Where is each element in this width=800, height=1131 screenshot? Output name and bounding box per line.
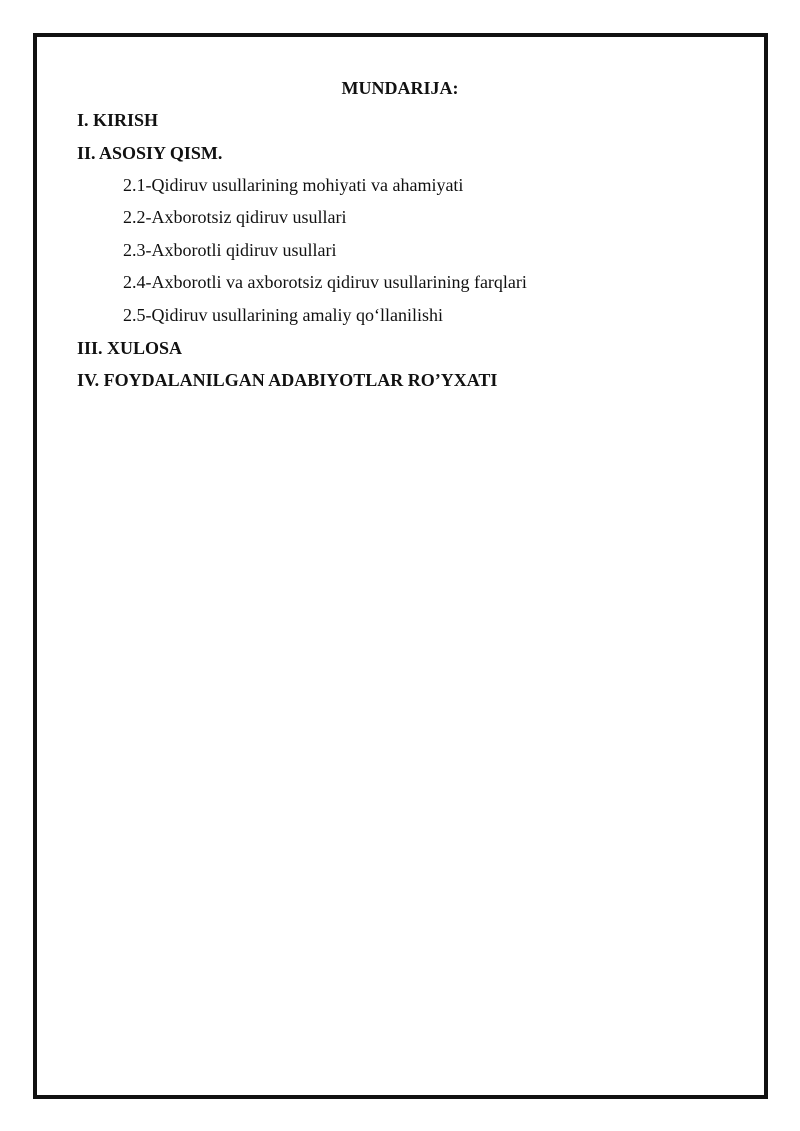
toc-subsection-2-4: 2.4-Axborotli va axborotsiz qidiruv usullarining farqlari <box>123 272 527 292</box>
toc-title: MUNDARIJA: <box>341 78 459 98</box>
toc-subsection-2-3: 2.3-Axborotli qidiruv usullari <box>123 240 337 260</box>
toc-section-main: II. ASOSIY QISM. <box>77 143 223 163</box>
toc-section-conclusion: III. XULOSA <box>77 338 183 358</box>
toc-section-references: IV. FOYDALANILGAN ADABIYOTLAR RO’YXATI <box>77 370 498 390</box>
toc-subsection-2-2: 2.2-Axborotsiz qidiruv usullari <box>123 207 347 227</box>
toc-section-intro: I. KIRISH <box>77 110 159 130</box>
toc-subsection-2-1: 2.1-Qidiruv usullarining mohiyati va ahamiyati <box>123 175 464 195</box>
toc-subsection-2-5: 2.5-Qidiruv usullarining amaliy qo‘llanilishi <box>123 305 443 325</box>
